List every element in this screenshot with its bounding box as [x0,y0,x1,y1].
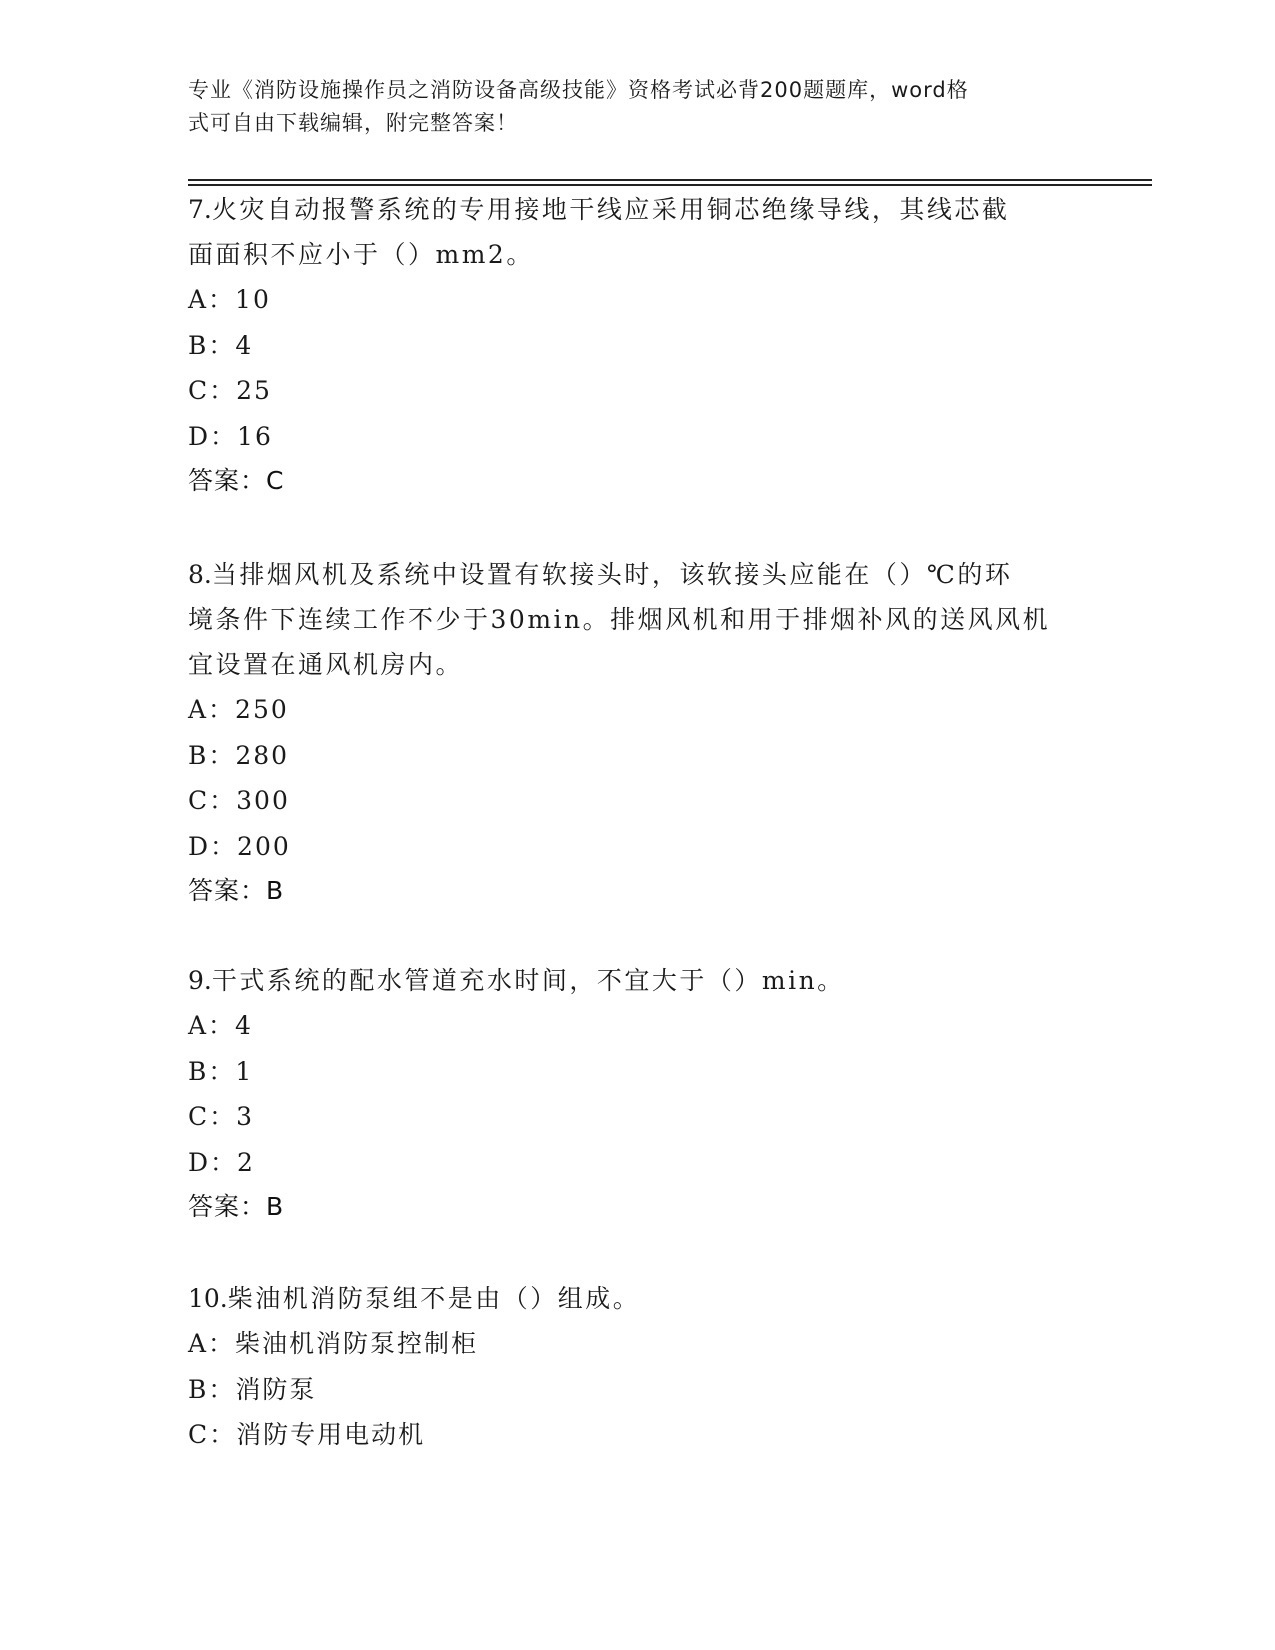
question-text [188,232,1088,277]
option-a: A：250 [188,695,289,724]
question-line: 柴油机消防泵组不是由（）组成。 [227,1284,641,1313]
header-divider-bottom [188,184,1152,186]
question-text [188,597,1088,642]
option-c: C：3 [188,1102,255,1131]
option-c: C：25 [188,376,272,405]
question-line: 干式系统的配水管道充水时间，不宜大于（）min。 [211,966,845,995]
question-number: 9. [188,966,212,995]
header-title-line-1: 专业《消防设施操作员之消防设备高级技能》资格考试必背200题题库，word格 [188,78,969,102]
question-text [188,187,1088,232]
option-b: B：4 [188,330,254,360]
question-text [188,552,1088,597]
question-7 [188,187,1088,502]
option-c: C：消防专用电动机 [188,1420,426,1449]
option-d: D：16 [188,421,273,451]
question-10 [188,1276,1088,1458]
question-line: 宜设置在通风机房内。 [188,650,464,679]
question-number: 7. [188,195,212,224]
option-b: B：消防泵 [188,1374,317,1404]
option-d: D：2 [188,1147,255,1177]
question-9 [188,958,1088,1228]
document-header [188,74,1068,140]
question-line: 火灾自动报警系统的专用接地干线应采用铜芯绝缘导线，其线芯截 [211,195,1010,224]
question-line: 境条件下连续工作不少于30min。排烟风机和用于排烟补风的送风风机 [188,605,1051,634]
option-b: B：280 [188,740,290,770]
question-number: 10. [188,1284,228,1313]
option-b: B：1 [188,1056,254,1086]
option-c: C：300 [188,786,290,815]
answer: 答案：B [188,876,285,905]
question-8 [188,552,1088,912]
question-text [188,958,1088,1003]
question-text [188,642,1088,687]
option-d: D：200 [188,831,291,861]
option-a: A：4 [188,1011,253,1040]
option-a: A：10 [188,285,271,314]
header-divider-top [188,179,1152,181]
question-number: 8. [188,560,212,589]
question-line: 当排烟风机及系统中设置有软接头时，该软接头应能在（）℃的环 [211,560,1013,589]
question-line: 面面积不应小于（）mm2。 [188,240,534,269]
answer: 答案：B [188,1192,285,1221]
header-title-line-2: 式可自由下载编辑，附完整答案！ [188,111,518,135]
option-a: A：柴油机消防泵控制柜 [188,1329,479,1358]
question-text [188,1276,1088,1321]
answer: 答案：C [188,466,285,495]
